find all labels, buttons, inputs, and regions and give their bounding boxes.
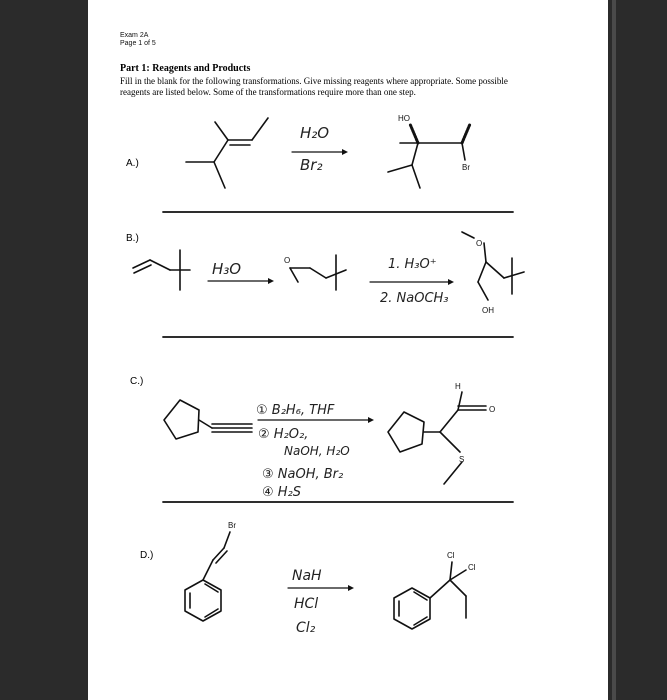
problem-a-product [388, 124, 470, 188]
problem-b-label: B.) [126, 233, 139, 244]
problem-c-label: C.) [130, 376, 144, 387]
problem-d-atom-cl-1: Cl [447, 551, 455, 560]
problem-d-reagent-3: Cl₂ [296, 620, 316, 636]
problem-b-arrow-2 [370, 279, 454, 285]
problem-b-product [462, 232, 524, 300]
problem-a-label: A.) [126, 158, 139, 169]
problem-d-reactant [185, 532, 230, 621]
problem-b-atom-oh: OH [482, 306, 494, 315]
problem-b-epoxide-o: O [284, 256, 291, 265]
problem-c-atom-o: O [489, 405, 496, 414]
problem-d-label: D.) [140, 550, 154, 561]
problem-b-reagent-2b: 2. NaOCH₃ [380, 291, 449, 306]
instructions: Fill in the blank for the following transformations. Give missing reagents where appropriate. Some possible reagents are listed below. Some of the transformations require more than one step. [120, 76, 508, 97]
problem-b-atom-o: O [476, 239, 483, 248]
problem-c-step-2b: NaOH, H₂O [284, 444, 350, 458]
problem-a-atom-ho: HO [398, 114, 410, 123]
problem-c-atom-s: S [459, 455, 465, 464]
problem-c-step-2a: ② H₂O₂, [258, 427, 309, 442]
problem-b-reagent-1: H₃O [212, 260, 242, 278]
part-title: Part 1: Reagents and Products [120, 63, 251, 74]
exam-label: Exam 2A [120, 32, 149, 39]
problem-d-product [394, 562, 466, 629]
problem-b-reagent-2a: 1. H₃O⁺ [388, 257, 437, 272]
problem-c-step-3: ③ NaOH, Br₂ [262, 467, 344, 482]
problem-a-reagent-bottom: Br₂ [300, 156, 323, 174]
problem-d-reagent-2: HCl [294, 596, 319, 612]
problem-d-reagent-1: NaH [292, 568, 322, 584]
problem-c-step-4: ④ H₂S [262, 485, 302, 500]
page-number: Page 1 of 5 [120, 40, 156, 47]
problem-d-atom-br: Br [228, 521, 236, 530]
problem-c-step-1: ① B₂H₆, THF [256, 403, 335, 418]
problem-a-atom-br: Br [462, 163, 470, 172]
problem-c-product [388, 392, 486, 484]
problem-b-arrow-1 [208, 278, 274, 284]
problem-c-reactant [164, 400, 252, 439]
problem-d-arrow [288, 585, 354, 591]
problem-b-epoxide [290, 255, 346, 290]
problem-c-atom-h: H [455, 382, 461, 391]
problem-d-atom-cl-2: Cl [468, 563, 476, 572]
problem-a-reactant [186, 118, 268, 188]
problem-a-arrow [292, 149, 348, 155]
problem-b-reactant [133, 250, 190, 290]
problem-a-reagent-top: H₂O [300, 124, 330, 142]
